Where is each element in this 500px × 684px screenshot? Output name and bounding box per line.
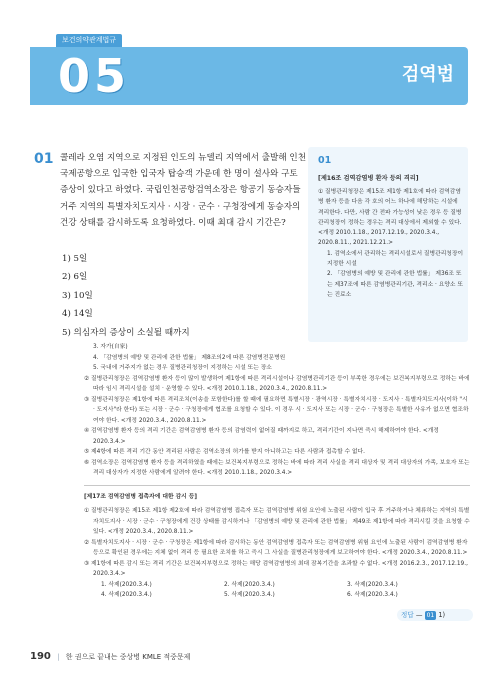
list-item: 5. 국내에 거주지가 없는 경우 질병관리청장이 지정하는 시설 또는 장소 bbox=[93, 365, 272, 371]
answer-article-body bbox=[318, 187, 464, 300]
answer-value: 1) bbox=[438, 611, 446, 619]
book-title: 한 권으로 끝내는 중상병 KMLE 적중문제 bbox=[65, 653, 191, 661]
list-item: 3. 자가(自家) bbox=[93, 344, 128, 350]
clause-paragraph: ⑥ 검역소장은 검역감염병 환자 등을 격리하였을 때에는 보건복지부령으로 정하는 바에 따라 격리 사실을 격리 대상자 및 격리 대상자의 가족, 보호자 또는 격리 대상자가 지정한 사람에게 알려야 한다. <개정 2010.1.18., 2020.3.4.> bbox=[84, 459, 470, 476]
question-text: 콜레라 오염 지역으로 지정된 인도의 뉴델리 지역에서 출발해 인천국제공항으로 입국한 입국자 탑승객 가운데 한 명이 설사와 구토 증상이 있다고 하였다. 국립인천공항검역소장은 항공기 동승자들 거주 지역의 특별자치도지사 · 시장 · 군수 · 구청장에게 동승자의 건강 상태를 감시하도록 요청하였다. 이때 최대 감시 기간은? bbox=[60, 153, 306, 228]
option-1: 1) 5일 bbox=[62, 254, 88, 264]
question-options bbox=[62, 250, 190, 342]
option-3: 3) 10일 bbox=[62, 290, 93, 301]
deletion-item: 2. 삭제(2020.3.4.) bbox=[224, 581, 275, 588]
answer-pill: 정답 — 01 1) bbox=[397, 609, 473, 621]
deletion-row bbox=[84, 590, 470, 601]
footer-separator: | bbox=[57, 653, 60, 661]
deletion-item: 1. 삭제(2020.3.4.) bbox=[101, 581, 152, 588]
clause-paragraph: ② 질병관리청장은 검역감염병 환자 등이 많이 발생하여 제1항에 따른 격리시설이나 감염병관리기관 등이 부족한 경우에는 보건복지부령으로 정하는 바에 따라 임시 격리시설을 설치 · 운영할 수 있다. <개정 2010.1.18., 2020.3.4., 2020.8.11.> bbox=[84, 375, 470, 392]
deletion-row bbox=[84, 580, 470, 591]
chapter-banner bbox=[30, 47, 468, 105]
answer-item: 1. 검역소에서 관리하는 격리시설로서 질병관리청장이 지정한 시설 bbox=[327, 250, 464, 268]
deletion-item: 3. 삭제(2020.3.4.) bbox=[347, 581, 398, 588]
list-item: 4. 「감염병의 예방 및 관리에 관한 법률」 제8조의2에 따른 감염병전문병원 bbox=[93, 354, 286, 361]
clause-paragraph: ① 질병관리청장은 제15조 제1항 제2호에 따라 검역감염병 접촉자 또는 검역감염병 위험 요인에 노출된 사람이 입국 후 거주하거나 체류하는 지역의 특별자치도지사 · 시장 · 군수 · 구청장에게 건강 상태를 감시하거나 「감염병의 예방 및 관리에 관한 법률」 제49조 제1항에 따라 격리시킬 것을 요청할 수 있다. <개정 2020.3.4., 2020.8.11.> bbox=[84, 508, 470, 535]
article-heading: [제17조 검역감염병 접촉자에 대한 감시 등] bbox=[84, 493, 198, 500]
page-footer bbox=[30, 651, 190, 662]
deletion-item: 6. 삭제(2020.3.4.) bbox=[347, 592, 398, 598]
answer-number: 01 bbox=[318, 155, 332, 166]
deletion-item: 4. 삭제(2020.3.4.) bbox=[101, 592, 152, 598]
answer-badge: 01 bbox=[426, 612, 435, 619]
clause-paragraph: ③ 제1항에 따른 감시 또는 격리 기간은 보건복지부령으로 정하는 해당 검역감염병의 최대 잠복기간을 초과할 수 없다. <개정 2016.2.3., 2017.12.19., 2020.3.4.> bbox=[84, 560, 468, 577]
clause-paragraph: ④ 검역감염병 환자 등의 격리 기간은 검역감염병 환자 등의 감염력이 없어질 때까지로 하고, 격리기간이 지나면 즉시 해제하여야 한다. <개정 2020.3.4.> bbox=[84, 428, 439, 445]
page-number: 190 bbox=[30, 651, 51, 662]
clause-paragraph: ② 특별자치도지사 · 시장 · 군수 · 구청장은 제1항에 따라 감시하는 동안 검역감염병 접촉자 또는 검역감염병 위험 요인에 노출된 사람이 검역감염병 환자 등으로 확인된 경우에는 지체 없이 격리 등 필요한 조치를 하고 즉시 그 사실을 질병관리청장에게 보고하여야 한다. <개정 2020.3.4., 2020.8.11.> bbox=[84, 539, 468, 556]
explanation-body bbox=[84, 342, 470, 601]
answer-item: 2. 「감염병의 예방 및 관리에 관한 법률」 제36조 또는 제37조에 따른 감염병관리기관, 격리소 · 요양소 또는 진료소 bbox=[327, 271, 463, 298]
answer-explanation-box bbox=[308, 147, 468, 342]
section-tab: 보건의약관계법규 bbox=[56, 34, 122, 47]
divider bbox=[84, 485, 470, 486]
chapter-title: 검역법 bbox=[401, 64, 454, 85]
answer-article-heading: [제16조 검역감염병 환자 등의 격리] bbox=[318, 175, 419, 182]
deletion-item: 5. 삭제(2020.3.4.) bbox=[224, 592, 275, 598]
clause-paragraph: ③ 질병관리청장은 제1항에 따른 격리조치(이송을 포함한다)를 할 때에 필요하면 특별시장 · 광역시장 · 특별자치시장 · 도지사 · 특별자치도지사(이하 "시 · 도지사"라 한다) 또는 시장 · 군수 · 구청장에게 협조를 요청할 수 있다. 이 경우 시 · 도지사 또는 시장 · 군수 · 구청장은 특별한 사유가 없으면 협조하여야 한다. <개정 2020.3.4., 2020.8.11.> bbox=[84, 396, 469, 424]
answer-label: 정답 bbox=[401, 611, 414, 619]
option-5: 5) 의심자의 증상이 소실될 때까지 bbox=[62, 327, 190, 338]
clause-paragraph: ⑤ 제4항에 따른 격리 기간 동안 격리된 사람은 검역소장의 허가를 받지 아니하고는 다른 사람과 접촉할 수 없다. bbox=[84, 449, 366, 455]
option-2: 2) 6일 bbox=[62, 272, 88, 283]
chapter-number: 05 bbox=[58, 49, 131, 103]
question-number: 01 bbox=[34, 151, 54, 167]
answer-item: ① 질병관리청장은 제15조 제1항 제1호에 따라 검역감염병 환자 등을 다음 각 호의 어느 하나에 해당하는 시설에 격리한다. 다만, 사람 간 전파 가능성이 낮은 경우 등 질병관리청장이 정하는 경우는 격리 대상에서 제외할 수 있다. <개정 2010.1.18., 2017.12.19., 2020.3.4., 2020.8.11., 2021.12.21.> bbox=[318, 189, 462, 247]
option-4: 4) 14일 bbox=[62, 309, 93, 320]
